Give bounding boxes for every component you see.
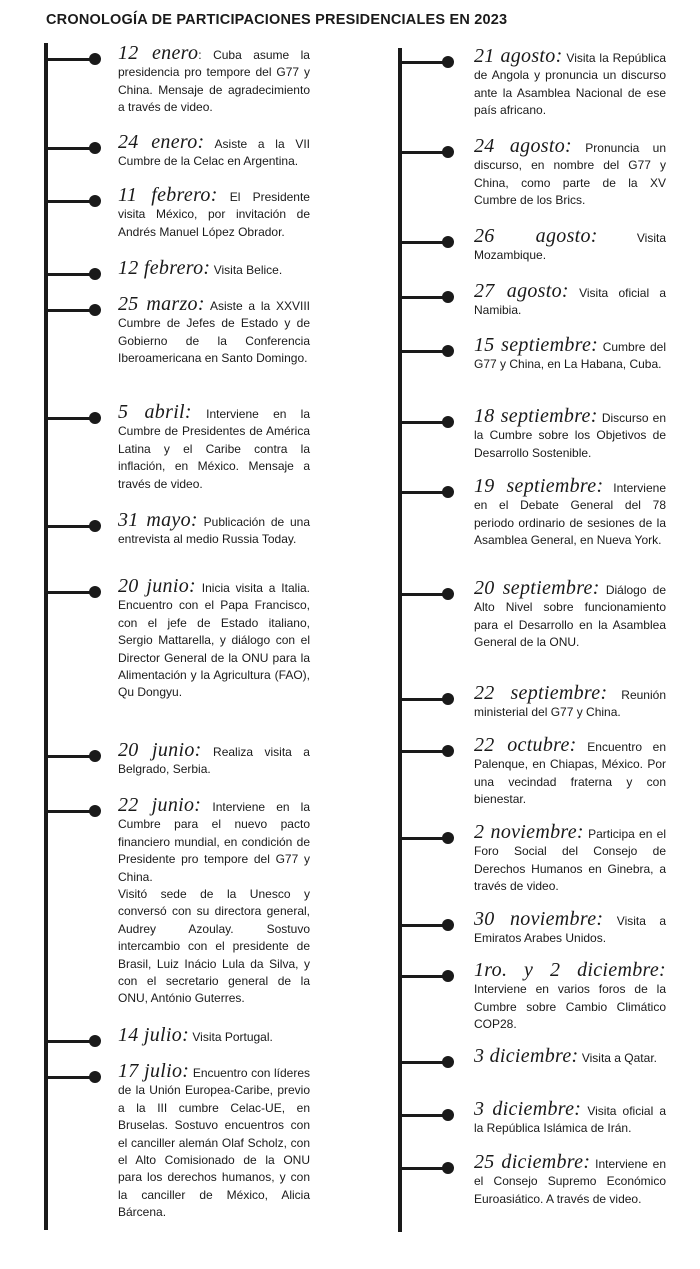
entry-date: 18 septiembre: [474,405,598,427]
entry-date: 31 mayo: [118,509,198,531]
entry-date: 3 diciembre: [474,1098,582,1120]
entry-description [118,257,310,279]
timeline-dot-icon [442,236,454,248]
entry-date: 24 agosto: [474,135,572,157]
timeline-connector [48,200,94,203]
entry-extra-text: Visitó sede de la Unesco y conversó con su directora general, Audrey Azoulay. Sostuvo intercambio con el presidente de Brasil, Luiz Inácio Lula da Silva, y con el secretario general de la ONU, António Guterres. [118,887,310,1006]
entry-description [474,821,666,896]
timeline-entry [118,1024,310,1046]
timeline-dot-icon [442,970,454,982]
timeline-dot-icon [442,345,454,357]
entry-date: 25 marzo: [118,293,205,315]
timeline-connector [48,755,94,758]
timeline-dot-icon [89,1071,101,1083]
timeline-entry [474,1045,666,1067]
timeline-dot-icon [89,520,101,532]
timeline-dot-icon [89,195,101,207]
entry-description [118,131,310,171]
entry-date: 20 junio: [118,575,196,597]
timeline-dot-icon [442,919,454,931]
entry-text: Interviene en el Debate General del 78 periodo ordinario de sesiones de la Asamblea General, en Nueva York. [474,481,666,548]
entry-description [118,739,310,779]
entry-date: 26 agosto: [474,225,598,247]
entry-description [118,293,310,368]
entry-date: 21 agosto: [474,45,563,67]
timeline-right-column [350,0,700,1269]
timeline-entry [474,225,666,265]
timeline-entry [118,401,310,493]
entry-text: Pronuncia un discurso, en nombre del G77 y China, como parte de la XV Cumbre de los Brics. [474,141,666,208]
entry-date: 30 noviembre: [474,908,604,930]
timeline-connector [48,417,94,420]
entry-description [474,1045,666,1067]
timeline-entry [474,1098,666,1138]
timeline-dot-icon [442,832,454,844]
timeline-connector [48,1040,94,1043]
timeline-dot-icon [89,412,101,424]
timeline-entry [474,405,666,462]
timeline-connector [48,58,94,61]
timeline-dot-icon [442,1056,454,1068]
entry-text: Discurso en la Cumbre sobre los Objetivos de Desarrollo Sostenible. [474,411,666,460]
entry-description [474,1151,667,1208]
entry-description [474,135,666,210]
timeline-dot-icon [89,53,101,65]
entry-text: Interviene en la Cumbre de Presidentes de América Latina y el Caribe contra la inflación, en México. Mensaje a través de video. [118,407,310,491]
entry-text: Asiste a la XXVIII Cumbre de Jefes de Estado y de Gobierno de la Conferencia Iberoamericana en Santo Domingo. [118,299,310,366]
entry-text: Visita a Qatar. [578,1051,657,1065]
entry-text: Visita Mozambique. [474,231,666,263]
entry-description [474,1098,666,1138]
entry-description [118,509,310,549]
timeline-dot-icon [442,56,454,68]
timeline-connector [48,309,94,312]
entry-text: Diálogo de Alto Nivel sobre funcionamiento para el Desarrollo en la Asamblea General de la ONU. [474,583,667,650]
entry-text: Visita a Emiratos Arabes Unidos. [474,914,667,946]
entry-text: Visita oficial a Namibia. [474,286,667,318]
timeline-entry [474,475,666,550]
timeline-entry [474,45,666,120]
timeline-dot-icon [442,1162,454,1174]
entry-date: 20 septiembre: [474,577,600,599]
entry-date: 22 junio: [118,794,202,816]
entry-description [118,794,310,886]
timeline-dot-icon [442,486,454,498]
timeline-dot-icon [442,416,454,428]
timeline-entry [118,794,310,1008]
entry-text: Cumbre del G77 y China, en La Habana, Cuba. [474,340,666,372]
entry-text: Interviene en la Cumbre para el nuevo pacto financiero mundial, en condición de Presidente pro tempore del G77 y China. [118,800,310,884]
entry-date: 12 enero [118,42,199,64]
timeline-connector [48,525,94,528]
entry-description [474,45,666,120]
entry-description [474,280,667,320]
page-title: CRONOLOGÍA DE PARTICIPACIONES PRESIDENCIALES EN 2023 [46,12,508,28]
entry-date: 25 diciembre: [474,1151,591,1173]
timeline-dot-icon [89,1035,101,1047]
entry-description [118,1060,311,1222]
timeline-entry [118,42,310,117]
timeline-entry [118,131,310,171]
entry-date: 14 julio: [118,1024,190,1046]
entry-description [118,42,310,117]
entry-date: 3 diciembre: [474,1045,579,1067]
timeline-dot-icon [442,693,454,705]
timeline-dot-icon [89,268,101,280]
timeline-entry [118,739,310,779]
timeline-entry [474,135,666,210]
entry-date: 5 abril: [118,401,192,423]
entry-text: El Presidente visita México, por invitación de Andrés Manuel López Obrador. [118,190,310,239]
timeline-entry [118,184,310,241]
timeline-dot-icon [89,142,101,154]
timeline-entry [474,334,666,374]
entry-date: 22 septiembre: [474,682,608,704]
entry-text: : Cuba asume la presidencia pro tempore del G77 y China. Mensaje de agradecimiento a través de video. [118,48,310,115]
timeline-entry [474,280,667,320]
entry-text: Reunión ministerial del G77 y China. [474,688,666,720]
timeline-connector [48,1076,94,1079]
entry-text: Publicación de una entrevista al medio Russia Today. [118,515,310,547]
timeline-entry [118,1060,311,1222]
timeline-dot-icon [89,586,101,598]
timeline-entry [474,821,666,896]
timeline-connector [48,810,94,813]
timeline-dot-icon [442,291,454,303]
entry-date: 1ro. y 2 diciembre: [474,959,666,981]
entry-text: Visita oficial a la República Islámica de Irán. [474,1104,666,1136]
timeline-dot-icon [442,146,454,158]
entry-date: 15 septiembre: [474,334,599,356]
timeline-entry [474,577,667,652]
entry-date: 11 febrero: [118,184,218,206]
timeline-axis [398,48,402,1232]
entry-description [118,401,310,493]
timeline-dot-icon [89,304,101,316]
entry-text: Realiza visita a Belgrado, Serbia. [118,745,310,777]
entry-text: Asiste a la VII Cumbre de la Celac en Argentina. [118,137,310,169]
entry-description [474,225,666,265]
entry-text: Interviene en el Consejo Supremo Económico Euroasiático. A través de video. [474,1157,667,1206]
entry-description [118,1024,310,1046]
entry-text: Encuentro en Palenque, en Chiapas, México. Por una vecindad fraterna y con bienestar. [474,740,667,807]
timeline-dot-icon [442,588,454,600]
entry-text: Visita Belice. [210,263,283,277]
entry-description [474,908,667,948]
entry-text: Inicia visita a Italia. Encuentro con el Papa Francisco, con el jefe de Estado italiano, Sergio Mattarella, y diálogo con el Director General de la ONU para la Alimentación y la Agricultura (FAO), Qu Dongyu. [118,581,310,700]
entry-text: Visita Portugal. [189,1030,273,1044]
entry-description [474,734,667,809]
entry-date: 22 octubre: [474,734,577,756]
entry-description [118,575,310,702]
timeline-entry [474,908,667,948]
entry-text: Interviene en varios foros de la Cumbre sobre Cambio Climático COP28. [474,982,666,1032]
timeline-entry [474,734,667,809]
entry-text: Encuentro con líderes de la Unión Europea-Caribe, previo a la III cumbre Celac-UE, en Bruselas. Sostuvo encuentros con el canciller alemán Olaf Scholz, con el Alto Comisionado de la ONU para los derechos humanos, y con la canciller de México, Alicia Bárcena. [118,1066,311,1220]
entry-description [118,184,310,241]
timeline-dot-icon [442,1109,454,1121]
entry-date: 12 febrero: [118,257,211,279]
timeline-connector [48,591,94,594]
entry-description [474,577,667,652]
timeline-dot-icon [89,805,101,817]
entry-description [474,334,666,374]
entry-date: 24 enero: [118,131,205,153]
entry-description [474,959,666,1034]
entry-text: Participa en el Foro Social del Consejo de Derechos Humanos en Ginebra, a través de video. [474,827,666,894]
timeline-entry [118,575,310,702]
timeline-entry [118,509,310,549]
timeline-entry [474,682,666,722]
entry-description [474,682,666,722]
timeline-connector [48,273,94,276]
entry-description [474,405,666,462]
timeline-entry [474,1151,667,1208]
timeline-connector [48,147,94,150]
timeline-dot-icon [442,745,454,757]
entry-date: 17 julio: [118,1060,190,1082]
entry-date: 20 junio: [118,739,202,761]
timeline-entry [118,257,310,279]
entry-description [474,475,666,550]
entry-date: 27 agosto: [474,280,569,302]
timeline-entry [474,959,666,1034]
entry-date: 19 septiembre: [474,475,604,497]
entry-date: 2 noviembre: [474,821,584,843]
timeline-entry [118,293,310,368]
timeline-dot-icon [89,750,101,762]
timeline-axis [44,43,48,1230]
entry-text: Visita la República de Angola y pronuncia un discurso ante la Asamblea Nacional de ese país africano. [474,51,666,118]
